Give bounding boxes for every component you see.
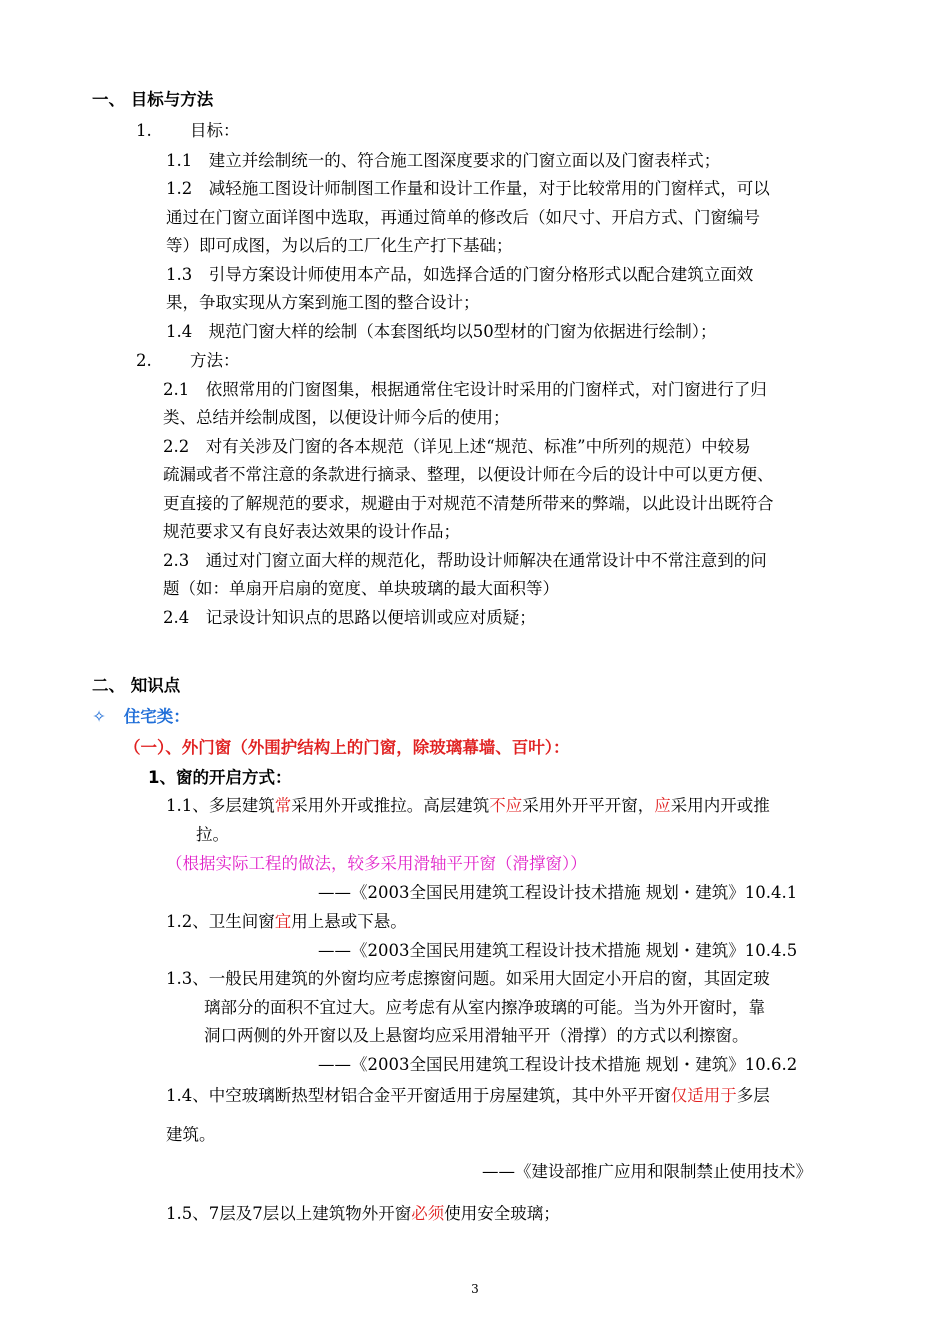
- source-citation-4: ——《建设部推广应用和限制禁止使用技术》: [482, 1162, 812, 1181]
- item-1-5-emphasis: 必须: [411, 1204, 445, 1223]
- goal-item-2-line-1: 1.2 减轻施工图设计师制图工作量和设计工作量，对于比较常用的门窗样式，可以: [166, 179, 770, 198]
- item-1-1-text-a: 1.1、多层建筑: [166, 796, 275, 815]
- method-item-2-line-4: 规范要求又有良好表达效果的设计作品；: [163, 522, 460, 541]
- item-1-1-emphasis-a: 常: [274, 796, 292, 815]
- goal-item-1: 1.1 建立并绘制统一的、符合施工图深度要求的门窗立面以及门窗表样式；: [166, 151, 721, 170]
- item-1-4-text-a: 1.4、中空玻璃断热型材铝合金平开窗适用于房屋建筑，其中外平开窗: [166, 1086, 671, 1105]
- source-citation-1: ——《2003全国民用建筑工程设计技术措施 规划・建筑》10.4.1: [318, 883, 798, 902]
- item-1-5: [166, 1203, 560, 1225]
- item-1-2-emphasis: 宜: [274, 912, 292, 931]
- method-item-3-line-1: 2.3 通过对门窗立面大样的规范化，帮助设计师解决在通常设计中不常注意到的问: [163, 551, 767, 570]
- source-citation-2: ——《2003全国民用建筑工程设计技术措施 规划・建筑》10.4.5: [318, 941, 798, 960]
- goal-title: 目标：: [190, 121, 240, 140]
- method-item-4: 2.4 记录设计知识点的思路以便培训或应对质疑；: [163, 608, 536, 627]
- method-item-2-line-3: 更直接的了解规范的要求，规避由于对规范不清楚所带来的弊端，以此设计出既符合: [163, 494, 774, 513]
- method-item-3-line-2: 题（如：单扇开启扇的宽度、单块玻璃的最大面积等）: [163, 579, 559, 598]
- item-1-2-text-b: 用上悬或下悬。: [291, 912, 407, 931]
- item-1-1-text-c: 采用外开平开窗，: [522, 796, 655, 815]
- residential-label: 住宅类：: [123, 707, 190, 726]
- subsection-1-heading: （一）、外门窗（外围护结构上的门窗，除玻璃幕墙、百叶）：: [124, 738, 570, 757]
- practice-note: （根据实际工程的做法，较多采用滑轴平开窗（滑撑窗））: [166, 854, 587, 873]
- method-item-1-line-1: 2.1 依照常用的门窗图集，根据通常住宅设计时采用的门窗样式，对门窗进行了归: [163, 380, 767, 399]
- item-1-1-emphasis-b: 不应: [489, 796, 523, 815]
- method-number: 2.: [136, 351, 152, 370]
- goal-item-2-line-3: 等）即可成图，为以后的工厂化生产打下基础；: [166, 236, 513, 255]
- goal-number: 1.: [136, 121, 152, 140]
- item-1-1-text-b: 采用外开或推拉。高层建筑: [291, 796, 490, 815]
- method-item-1-line-2: 类、总结并绘制成图，以便设计师今后的使用；: [163, 408, 510, 427]
- item-1-4-text-b: 多层: [736, 1086, 770, 1105]
- method-item-2-line-1: 2.2 对有关涉及门窗的各本规范（详见上述“规范、标准”中所列的规范）中较易: [163, 437, 751, 456]
- goal-item-4: 1.4 规范门窗大样的绘制（本套图纸均以50型材的门窗为依据进行绘制）；: [166, 322, 717, 341]
- item-1-2: [166, 911, 407, 933]
- section-1-heading: 一、 目标与方法: [92, 90, 214, 109]
- page-number: 3: [471, 1282, 479, 1296]
- item-1-5-text-b: 使用安全玻璃；: [444, 1204, 560, 1223]
- goal-item-3-line-1: 1.3 引导方案设计师使用本产品，如选择合适的门窗分格形式以配合建筑立面效: [166, 265, 754, 284]
- diamond-bullet-icon: ✧: [92, 707, 106, 726]
- item-1-1-emphasis-c: 应: [654, 796, 671, 815]
- item-1-4-line-1: [166, 1085, 770, 1107]
- source-citation-3: ——《2003全国民用建筑工程设计技术措施 规划・建筑》10.6.2: [318, 1055, 798, 1074]
- window-opening-heading: 1、窗的开启方式：: [148, 768, 292, 787]
- item-1-5-text-a: 1.5、7层及7层以上建筑物外开窗: [166, 1204, 412, 1223]
- item-1-1-line-1: [166, 795, 770, 817]
- item-1-2-text-a: 1.2、卫生间窗: [166, 912, 275, 931]
- method-item-2-line-2: 疏漏或者不常注意的条款进行摘录、整理，以便设计师在今后的设计中可以更方便、: [163, 465, 774, 484]
- item-1-3-line-3: 洞口两侧的外开窗以及上悬窗均应采用滑轴平开（滑撑）的方式以利擦窗。: [204, 1026, 749, 1045]
- item-1-1-text-d: 采用内开或推: [670, 796, 770, 815]
- item-1-4-emphasis: 仅适用于: [670, 1086, 737, 1105]
- method-title: 方法：: [190, 351, 240, 370]
- item-1-3-line-1: 1.3、一般民用建筑的外窗均应考虑擦窗问题。如采用大固定小开启的窗，其固定玻: [166, 969, 770, 988]
- item-1-1-line-2: 拉。: [196, 825, 229, 844]
- section-2-heading: 二、 知识点: [92, 676, 181, 695]
- item-1-3-line-2: 璃部分的面积不宜过大。应考虑有从室内擦净玻璃的可能。当为外开窗时，靠: [204, 998, 765, 1017]
- residential-heading: [92, 706, 190, 728]
- goal-item-2-line-2: 通过在门窗立面详图中选取，再通过简单的修改后（如尺寸、开启方式、门窗编号: [166, 208, 760, 227]
- item-1-4-line-2: 建筑。: [166, 1125, 216, 1144]
- goal-item-3-line-2: 果，争取实现从方案到施工图的整合设计；: [166, 293, 480, 312]
